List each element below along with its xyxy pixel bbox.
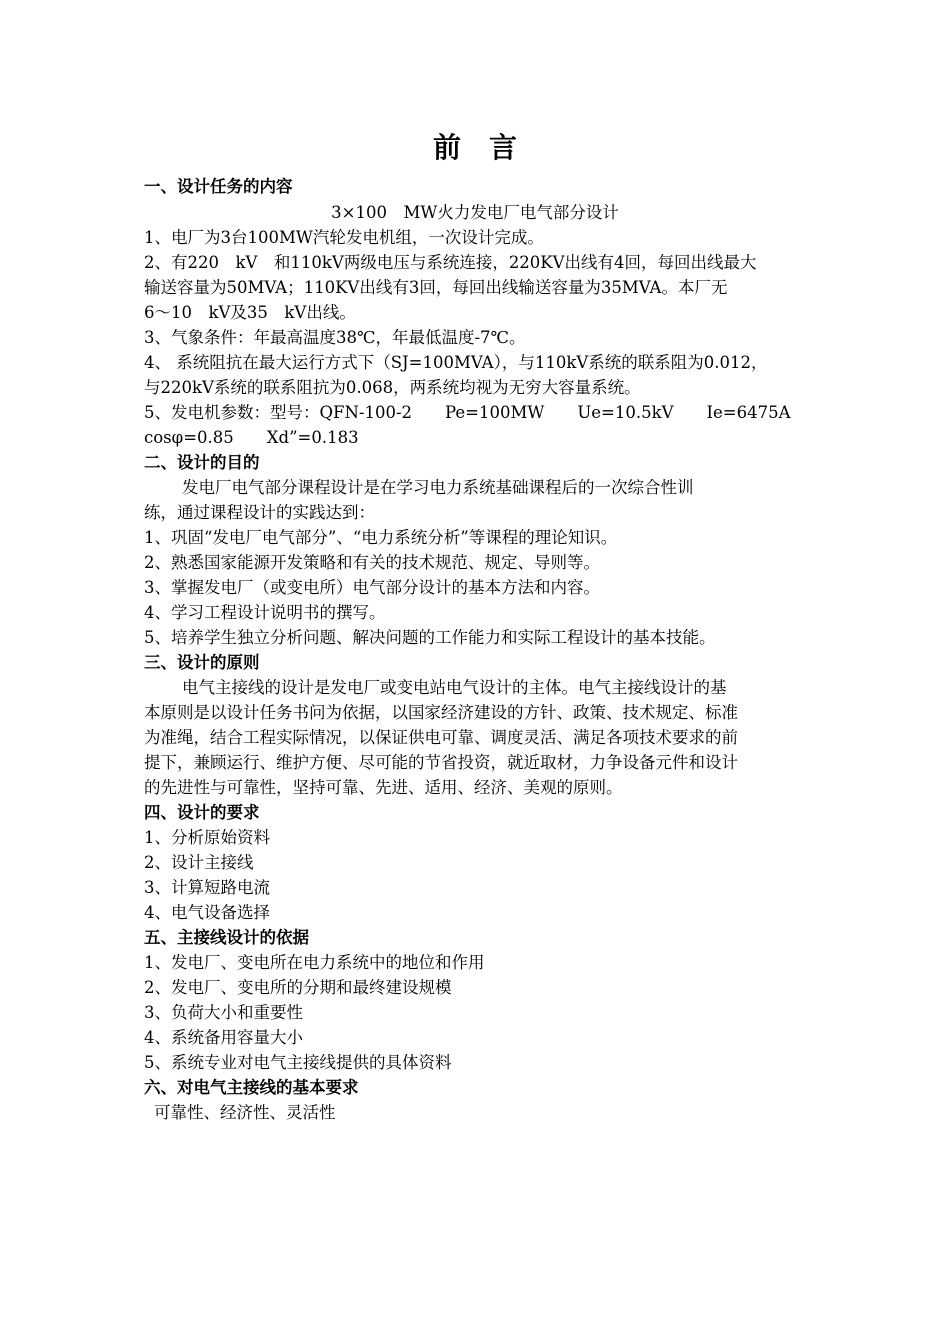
section-heading-5: 五、主接线设计的依据	[144, 928, 309, 947]
paragraph-line: 发电厂电气部分课程设计是在学习电力系统基础课程后的一次综合性训	[182, 478, 694, 497]
list-item: 2、设计主接线	[144, 853, 254, 872]
paragraph-line: 电气主接线的设计是发电厂或变电站电气设计的主体。电气主接线设计的基	[182, 678, 727, 697]
list-item: 1、分析原始资料	[144, 828, 270, 847]
paragraph-line: 输送容量为50MVA；110KV出线有3回，每回出线输送容量为35MVA。本厂无	[144, 278, 728, 297]
list-item: 2、发电厂、变电所的分期和最终建设规模	[144, 978, 452, 997]
list-item: 3、计算短路电流	[144, 878, 270, 897]
paragraph-line: 提下，兼顾运行、维护方便、尽可能的节省投资，就近取材，力争设备元件和设计	[144, 753, 738, 772]
paragraph-line: 可靠性、经济性、灵活性	[154, 1103, 336, 1122]
task-subtitle: 3×100 MW火力发电厂电气部分设计	[331, 203, 619, 222]
section-heading-4: 四、设计的要求	[144, 803, 260, 822]
paragraph-line: 2、有220 kV 和110kV两级电压与系统连接，220KV出线有4回，每回出线最大	[144, 253, 757, 272]
paragraph-line: 练，通过课程设计的实践达到：	[144, 503, 375, 522]
page-title: 前言	[432, 131, 545, 164]
section-heading-3: 三、设计的原则	[144, 653, 260, 672]
paragraph-line: 3、掌握发电厂（或变电所）电气部分设计的基本方法和内容。	[144, 578, 600, 597]
paragraph-line: 本原则是以设计任务书问为依据，以国家经济建设的方针、政策、技术规定、标准	[144, 703, 738, 722]
section-heading-6: 六、对电气主接线的基本要求	[144, 1078, 359, 1097]
paragraph-line: 为准绳，结合工程实际情况，以保证供电可靠、调度灵活、满足各项技术要求的前	[144, 728, 738, 747]
list-item: 1、发电厂、变电所在电力系统中的地位和作用	[144, 953, 485, 972]
section-heading-1: 一、设计任务的内容	[144, 177, 293, 196]
paragraph-line: 5、培养学生独立分析问题、解决问题的工作能力和实际工程设计的基本技能。	[144, 628, 716, 647]
list-item: 4、电气设备选择	[144, 903, 270, 922]
paragraph-line: 与220kV系统的联系阻抗为0.068，两系统均视为无穷大容量系统。	[144, 378, 641, 397]
paragraph-line: 2、熟悉国家能源开发策略和有关的技术规范、规定、导则等。	[144, 553, 600, 572]
paragraph-line: 1、巩固“发电厂电气部分”、“电力系统分析”等课程的理论知识。	[144, 528, 618, 547]
list-item: 4、系统备用容量大小	[144, 1028, 303, 1047]
paragraph-line: 4、 系统阻抗在最大运行方式下（SJ=100MVA），与110kV系统的联系阻为0.012，	[144, 353, 768, 372]
paragraph-line: 的先进性与可靠性，坚持可靠、先进、适用、经济、美观的原则。	[144, 778, 623, 797]
list-item: 3、负荷大小和重要性	[144, 1003, 303, 1022]
paragraph-line: 1、电厂为3台100MW汽轮发电机组，一次设计完成。	[144, 228, 544, 247]
paragraph-line: 6～10 kV及35 kV出线。	[144, 303, 356, 322]
paragraph-line: 3、气象条件：年最高温度38℃，年最低温度-7℃。	[144, 328, 526, 347]
list-item: 5、系统专业对电气主接线提供的具体资料	[144, 1053, 452, 1072]
paragraph-line: 5、发电机参数：型号：QFN-100-2 Pe=100MW Ue=10.5kV Ie=6475A	[144, 403, 791, 422]
paragraph-line: cosφ=0.85 Xd”=0.183	[144, 428, 359, 447]
paragraph-line: 4、学习工程设计说明书的撰写。	[144, 603, 386, 622]
section-heading-2: 二、设计的目的	[144, 453, 260, 472]
